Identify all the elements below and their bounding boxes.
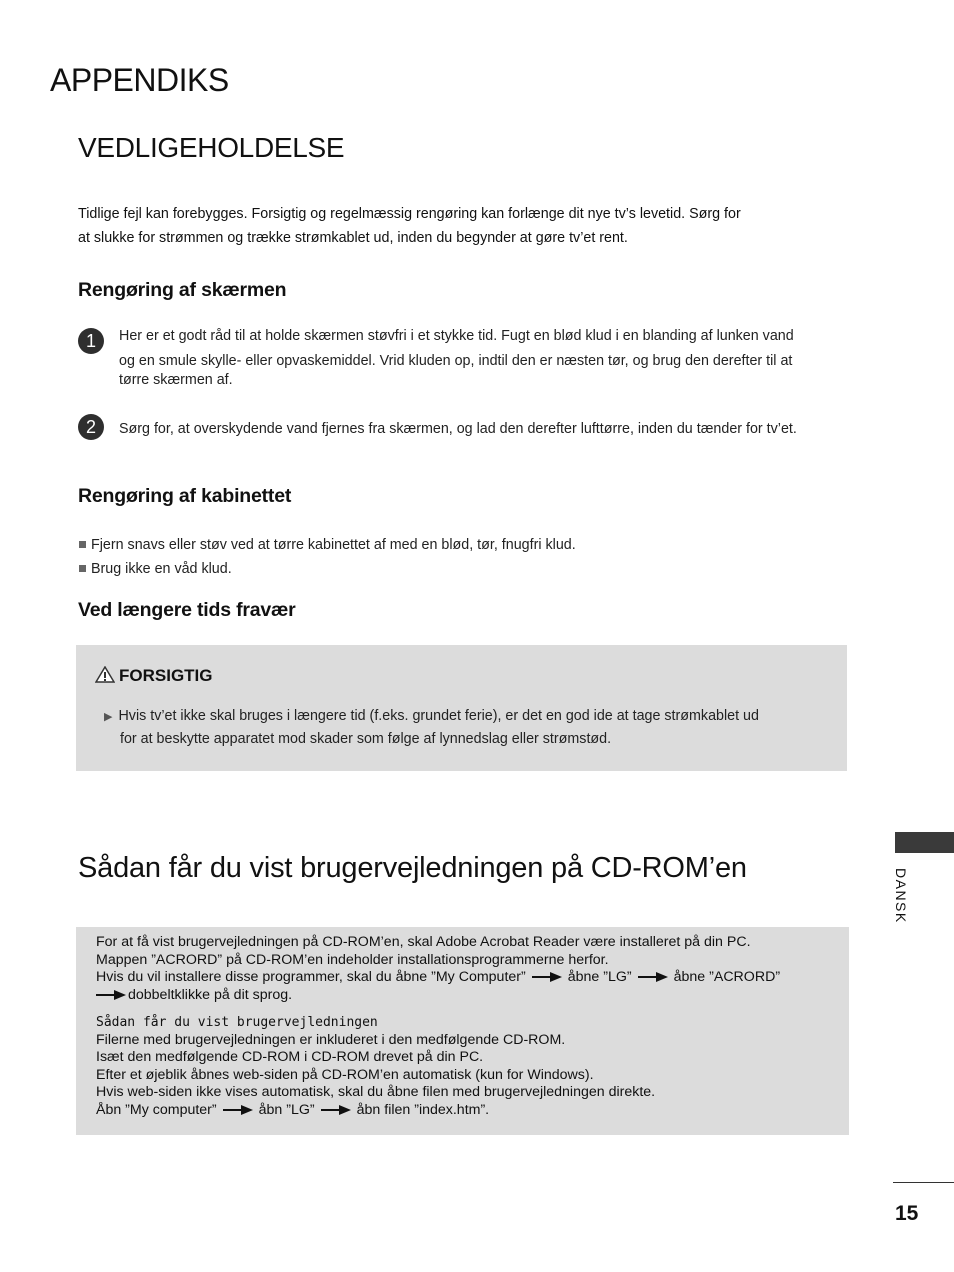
page-number: 15 bbox=[895, 1202, 919, 1225]
cdrom-line: Hvis du vil installere disse programmer, skal du åbne ”My Computer” åbne ”LG” åbne ”ACRORD” bbox=[96, 969, 781, 985]
cdrom-line: Hvis web-siden ikke vises automatisk, skal du åbne filen med brugervejledningen direkte. bbox=[96, 1084, 656, 1100]
cdrom-line: Filerne med brugervejledningen er inkluderet i den medfølgende CD-ROM. bbox=[96, 1031, 566, 1048]
cabinet-cleaning-heading: Rengøring af kabinettet bbox=[78, 485, 292, 507]
intro-line: Tidlige fejl kan forebygges. Forsigtig og regelmæssig rengøring kan forlænge dit nye tv’s levetid. Sørg for bbox=[78, 206, 741, 222]
caution-line: ▶ Hvis tv’et ikke skal bruges i længere tid (f.eks. grundet ferie), er det en god ide at tage strømkablet ud bbox=[104, 708, 759, 724]
right-arrow-icon bbox=[223, 1105, 253, 1115]
right-arrow-icon bbox=[96, 990, 126, 1000]
cdrom-instructions bbox=[96, 934, 780, 1119]
section-title: APPENDIKS bbox=[50, 62, 229, 98]
cdrom-line: dobbeltklikke på dit sprog. bbox=[96, 987, 780, 1005]
cdrom-line: For at få vist brugervejledningen på CD-ROM’en, skal Adobe Acrobat Reader være installeret på din PC. bbox=[96, 934, 751, 950]
square-bullet-icon bbox=[79, 565, 86, 572]
caution-label: FORSIGTIG bbox=[95, 666, 213, 686]
cdrom-subheading: Sådan får du vist brugervejledningen bbox=[96, 1015, 378, 1030]
list-item: Brug ikke en våd klud. bbox=[79, 557, 576, 581]
step-1-text bbox=[119, 325, 794, 392]
absence-heading: Ved længere tids fravær bbox=[78, 599, 296, 621]
cdrom-line: Isæt den medfølgende CD-ROM i CD-ROM drevet på din PC. bbox=[96, 1049, 484, 1065]
right-arrow-icon bbox=[321, 1105, 351, 1115]
step-line: tørre skærmen af. bbox=[119, 372, 233, 388]
step-number-badge: 2 bbox=[78, 414, 104, 440]
cdrom-line: Åbn ”My computer” åbn ”LG” åbn filen ”index.htm”. bbox=[96, 1101, 490, 1118]
language-label: DANSK bbox=[893, 868, 909, 924]
page-number-divider bbox=[893, 1182, 954, 1183]
right-arrow-icon bbox=[532, 972, 562, 982]
intro-paragraph bbox=[78, 202, 868, 250]
caution-line: for at beskytte apparatet mod skader som følge af lynnedslag eller strømstød. bbox=[120, 731, 612, 747]
square-bullet-icon bbox=[79, 541, 86, 548]
right-arrow-icon bbox=[638, 972, 668, 982]
warning-triangle-icon bbox=[95, 666, 115, 683]
step-line: Her er et godt råd til at holde skærmen støvfri i et stykke tid. Fugt en blød klud i en blanding af lunken vand bbox=[119, 328, 794, 344]
cdrom-section-title: Sådan får du vist brugervejledningen på CD-ROM’en bbox=[78, 852, 747, 884]
cdrom-line: Mappen ”ACRORD” på CD-ROM’en indeholder installationsprogrammerne herfor. bbox=[96, 951, 609, 968]
cabinet-bullet-list bbox=[79, 533, 576, 581]
language-tab-marker bbox=[895, 832, 954, 853]
list-item: Fjern snavs eller støv ved at tørre kabinettet af med en blød, tør, fnugfri klud. bbox=[79, 533, 576, 557]
intro-line: at slukke for strømmen og trække strømkablet ud, inden du begynder at gøre tv’et rent. bbox=[78, 230, 628, 246]
caution-text bbox=[104, 705, 759, 750]
page-title: VEDLIGEHOLDELSE bbox=[78, 132, 345, 163]
step-line: og en smule skylle- eller opvaskemiddel. Vrid kluden op, indtil den er næsten tør, og brug den derefter til at bbox=[119, 353, 793, 369]
step-2-text bbox=[119, 418, 797, 441]
step-line: Sørg for, at overskydende vand fjernes fra skærmen, og lad den derefter lufttørre, inden du tænder for tv’et. bbox=[119, 421, 797, 437]
play-arrow-icon: ▶ bbox=[104, 711, 113, 723]
screen-cleaning-heading: Rengøring af skærmen bbox=[78, 279, 287, 301]
cdrom-line: Efter et øjeblik åbnes web-siden på CD-ROM’en automatisk (kun for Windows). bbox=[96, 1066, 594, 1083]
step-number-badge: 1 bbox=[78, 328, 104, 354]
